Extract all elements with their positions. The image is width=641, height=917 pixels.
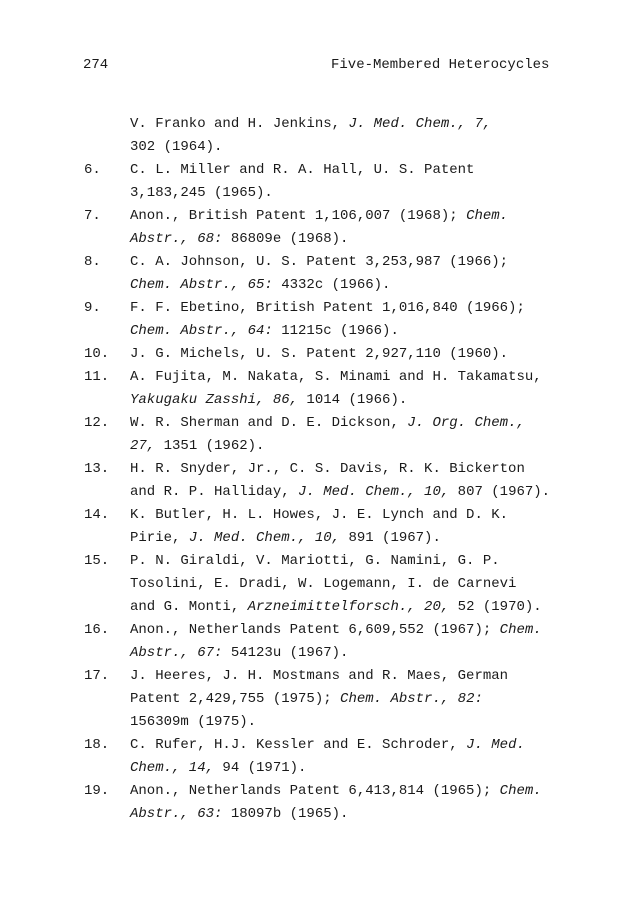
- citation-italic: Chem.: [466, 208, 509, 224]
- reference-line: [130, 688, 629, 711]
- reference-number: 13.: [84, 461, 110, 477]
- citation-text: Pirie,: [130, 530, 189, 546]
- reference-text: [130, 412, 629, 458]
- reference-line: [130, 619, 629, 642]
- citation-italic: Chem. Abstr., 64:: [130, 323, 273, 339]
- reference-line: [130, 182, 629, 205]
- reference-item: [84, 113, 629, 159]
- citation-text: K. Butler, H. L. Howes, J. E. Lynch and D. K.: [130, 507, 509, 523]
- reference-line: [130, 711, 629, 734]
- reference-line: [130, 642, 629, 665]
- reference-number: [84, 113, 130, 159]
- citation-text: 807 (1967).: [449, 484, 551, 500]
- citation-text: J. G. Michels, U. S. Patent 2,927,110 (1960).: [130, 346, 509, 362]
- reference-list: [84, 113, 629, 826]
- citation-italic: Chem.: [499, 622, 542, 638]
- citation-text: 891 (1967).: [340, 530, 441, 546]
- reference-line: [130, 734, 629, 757]
- citation-text: Anon., British Patent 1,106,007 (1968);: [130, 208, 467, 224]
- reference-text: [130, 113, 629, 159]
- citation-italic: 27,: [130, 438, 156, 454]
- citation-italic: Abstr., 63:: [130, 806, 223, 822]
- reference-number: 9.: [84, 300, 101, 316]
- reference-text: [130, 366, 629, 412]
- citation-italic: J. Med. Chem., 10,: [188, 530, 341, 546]
- reference-line: [130, 343, 629, 366]
- citation-text: V. Franko and H. Jenkins,: [130, 116, 349, 132]
- reference-line: [130, 136, 629, 159]
- citation-text: 3,183,245 (1965).: [130, 185, 273, 201]
- reference-text: [130, 343, 629, 366]
- reference-number: 18.: [84, 737, 110, 753]
- reference-line: [130, 389, 629, 412]
- reference-item: [84, 159, 629, 205]
- page-number: 274: [83, 57, 109, 73]
- reference-line: [130, 251, 629, 274]
- reference-text: [130, 504, 629, 550]
- citation-italic: J. Med. Chem., 10,: [298, 484, 450, 500]
- reference-line: [130, 550, 629, 573]
- citation-text: A. Fujita, M. Nakata, S. Minami and H. Takamatsu,: [130, 369, 542, 385]
- citation-italic: J. Med.: [466, 737, 525, 753]
- reference-line: [130, 228, 629, 251]
- citation-text: 54123u (1967).: [222, 645, 349, 661]
- citation-italic: Chem., 14,: [130, 760, 215, 776]
- reference-number: 17.: [84, 668, 110, 684]
- running-head-title: Five-Membered Heterocycles: [331, 57, 550, 73]
- reference-text: [130, 550, 629, 619]
- reference-text: [130, 734, 629, 780]
- reference-line: [130, 297, 629, 320]
- reference-line: [130, 596, 629, 619]
- citation-text: 18097b (1965).: [222, 806, 349, 822]
- reference-line: [130, 573, 629, 596]
- reference-text: [130, 458, 629, 504]
- reference-line: [130, 366, 629, 389]
- reference-item: [84, 734, 629, 780]
- reference-line: [130, 665, 629, 688]
- citation-text: C. Rufer, H.J. Kessler and E. Schroder,: [130, 737, 467, 753]
- reference-line: [130, 504, 629, 527]
- reference-line: [130, 274, 629, 297]
- citation-text: Tosolini, E. Dradi, W. Logemann, I. de Carnevi: [130, 576, 517, 592]
- reference-number: 10.: [84, 346, 110, 362]
- reference-text: [130, 665, 629, 734]
- citation-text: and G. Monti,: [130, 599, 248, 615]
- reference-number: 14.: [84, 507, 110, 523]
- reference-line: [130, 159, 629, 182]
- reference-item: [84, 619, 629, 665]
- citation-italic: Chem. Abstr., 65:: [130, 277, 273, 293]
- reference-line: [130, 412, 629, 435]
- reference-item: [84, 297, 629, 343]
- citation-text: 52 (1970).: [449, 599, 542, 615]
- reference-text: [130, 297, 629, 343]
- reference-line: [130, 481, 629, 504]
- reference-line: [130, 458, 629, 481]
- reference-item: [84, 205, 629, 251]
- citation-text: 11215c (1966).: [272, 323, 399, 339]
- reference-item: [84, 780, 629, 826]
- citation-text: 1351 (1962).: [155, 438, 265, 454]
- citation-text: 4332c (1966).: [272, 277, 391, 293]
- reference-line: [130, 757, 629, 780]
- citation-text: Anon., Netherlands Patent 6,609,552 (1967);: [130, 622, 500, 638]
- citation-text: 1014 (1966).: [298, 392, 408, 408]
- reference-number: 15.: [84, 553, 110, 569]
- reference-text: [130, 159, 629, 205]
- reference-line: [130, 527, 629, 550]
- reference-number: 7.: [84, 208, 101, 224]
- citation-italic: Arzneimittelforsch., 20,: [247, 599, 450, 615]
- reference-item: [84, 251, 629, 297]
- reference-item: [84, 665, 629, 734]
- reference-number: 19.: [84, 783, 110, 799]
- reference-item: [84, 458, 629, 504]
- reference-number: 8.: [84, 254, 101, 270]
- reference-line: [130, 803, 629, 826]
- citation-text: C. L. Miller and R. A. Hall, U. S. Patent: [130, 162, 475, 178]
- reference-number: 11.: [84, 369, 110, 385]
- citation-text: W. R. Sherman and D. E. Dickson,: [130, 415, 408, 431]
- reference-text: [130, 205, 629, 251]
- citation-text: 86809e (1968).: [222, 231, 349, 247]
- citation-italic: J. Org. Chem.,: [407, 415, 525, 431]
- citation-text: Patent 2,429,755 (1975);: [130, 691, 341, 707]
- reference-text: [130, 251, 629, 297]
- reference-item: [84, 366, 629, 412]
- citation-text: P. N. Giraldi, V. Mariotti, G. Namini, G. P.: [130, 553, 500, 569]
- reference-item: [84, 550, 629, 619]
- reference-line: [130, 320, 629, 343]
- reference-item: [84, 412, 629, 458]
- citation-text: 156309m (1975).: [130, 714, 257, 730]
- citation-italic: Abstr., 67:: [130, 645, 223, 661]
- reference-line: [130, 435, 629, 458]
- reference-text: [130, 619, 629, 665]
- citation-text: Anon., Netherlands Patent 6,413,814 (1965);: [130, 783, 500, 799]
- reference-line: [130, 113, 629, 136]
- reference-item: [84, 343, 629, 366]
- reference-number: 16.: [84, 622, 110, 638]
- citation-text: F. F. Ebetino, British Patent 1,016,840 (1966);: [130, 300, 525, 316]
- citation-italic: Yakugaku Zasshi, 86,: [130, 392, 299, 408]
- reference-number: 6.: [84, 162, 101, 178]
- reference-line: [130, 205, 629, 228]
- reference-line: [130, 780, 629, 803]
- citation-text: 302 (1964).: [130, 139, 223, 155]
- reference-item: [84, 504, 629, 550]
- reference-number: 12.: [84, 415, 110, 431]
- citation-italic: Chem.: [499, 783, 542, 799]
- citation-text: C. A. Johnson, U. S. Patent 3,253,987 (1966);: [130, 254, 509, 270]
- citation-text: H. R. Snyder, Jr., C. S. Davis, R. K. Bickerton: [130, 461, 525, 477]
- citation-italic: J. Med. Chem., 7,: [348, 116, 492, 132]
- citation-text: J. Heeres, J. H. Mostmans and R. Maes, German: [130, 668, 509, 684]
- reference-text: [130, 780, 629, 826]
- citation-italic: Abstr., 68:: [130, 231, 223, 247]
- citation-italic: Chem. Abstr., 82:: [340, 691, 483, 707]
- citation-text: 94 (1971).: [214, 760, 307, 776]
- citation-text: and R. P. Halliday,: [130, 484, 299, 500]
